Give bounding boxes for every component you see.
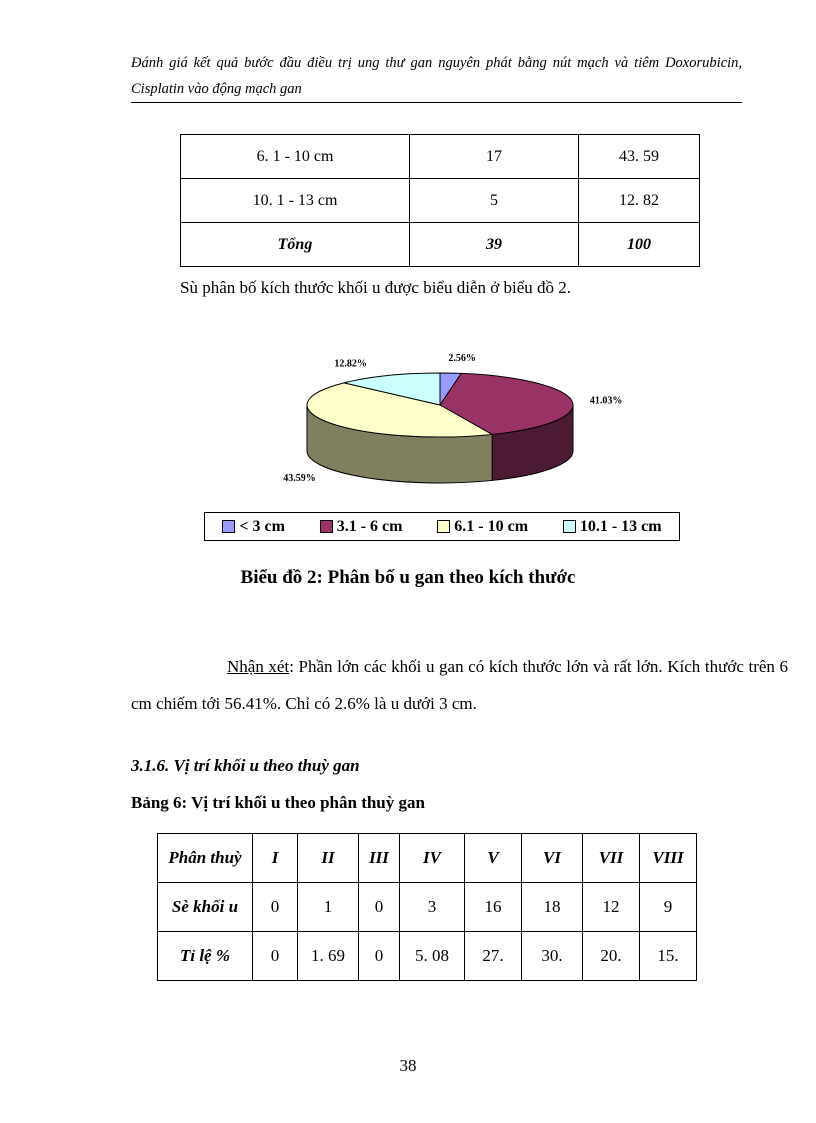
legend-item bbox=[437, 518, 528, 536]
pie-chart bbox=[200, 340, 680, 490]
table-cell: 39 bbox=[410, 223, 579, 267]
page-number: 38 bbox=[399, 1056, 417, 1075]
pie-data-label: 2.56% bbox=[448, 353, 476, 365]
table-cell: 10. 1 - 13 cm bbox=[181, 179, 410, 223]
table-cell: 30. bbox=[522, 932, 583, 981]
table-cell: 1 bbox=[298, 883, 359, 932]
table-cell: 5. 08 bbox=[400, 932, 465, 981]
table-header-cell: VIII bbox=[640, 834, 697, 883]
table-header-cell: VII bbox=[583, 834, 640, 883]
table-cell: 15. bbox=[640, 932, 697, 981]
table-row bbox=[181, 135, 700, 179]
table-total-row bbox=[181, 223, 700, 267]
legend-item bbox=[222, 518, 285, 536]
table-cell: 18 bbox=[522, 883, 583, 932]
table-cell: 20. bbox=[583, 932, 640, 981]
table-header-cell: II bbox=[298, 834, 359, 883]
header-divider bbox=[131, 102, 742, 103]
legend-swatch bbox=[222, 520, 235, 533]
table-header-cell: I bbox=[253, 834, 298, 883]
chart-legend bbox=[204, 512, 680, 541]
table-cell: 12. 82 bbox=[579, 179, 700, 223]
row-header-cell: Tỉ lệ % bbox=[158, 932, 253, 981]
pie-chart-svg bbox=[200, 340, 680, 490]
table-cell: 1. 69 bbox=[298, 932, 359, 981]
table-cell: 17 bbox=[410, 135, 579, 179]
table-row bbox=[158, 932, 697, 981]
table-title: Bảng 6: Vị trí khối u theo phân thuỳ gan bbox=[131, 793, 425, 812]
pie-data-label: 43.59% bbox=[283, 473, 316, 485]
legend-label: 6.1 - 10 cm bbox=[454, 517, 529, 535]
running-header: Đánh giá kết quả bước đầu điều trị ung thư gan nguyên phát bằng nút mạch và tiêm Doxorubicin, Cisplatin vào động mạch gan bbox=[131, 55, 742, 97]
table-header-cell: III bbox=[359, 834, 400, 883]
table-header-row bbox=[158, 834, 697, 883]
legend-swatch bbox=[563, 520, 576, 533]
lobe-position-table bbox=[157, 833, 697, 981]
table-cell: 6. 1 - 10 cm bbox=[181, 135, 410, 179]
table-cell: 0 bbox=[253, 932, 298, 981]
table-cell: 5 bbox=[410, 179, 579, 223]
table-cell: 0 bbox=[359, 883, 400, 932]
legend-item bbox=[320, 518, 403, 536]
comment-paragraph bbox=[131, 648, 788, 722]
chart-reference-text: Sù phân bố kích thước khối u được biểu diễn ở biểu đồ 2. bbox=[180, 278, 572, 297]
comment-text: : Phần lớn các khối u gan có kích thước lớn và rất lớn. Kích thước trên 6 cm chiếm tới 56.41%. Chỉ có 2.6% là u dưới 3 cm. bbox=[131, 657, 788, 713]
section-heading: 3.1.6. Vị trí khối u theo thuỳ gan bbox=[131, 756, 360, 775]
legend-swatch bbox=[437, 520, 450, 533]
table-header-cell: IV bbox=[400, 834, 465, 883]
pie-tops bbox=[307, 373, 573, 437]
pie-data-label: 41.03% bbox=[589, 395, 623, 407]
table-cell: 0 bbox=[253, 883, 298, 932]
row-header-cell: Sè khối u bbox=[158, 883, 253, 932]
table-header-cell: V bbox=[465, 834, 522, 883]
table-cell: 0 bbox=[359, 932, 400, 981]
legend-label: 10.1 - 13 cm bbox=[579, 517, 662, 535]
pie-data-label: 12.82% bbox=[334, 358, 367, 370]
table-cell: 12 bbox=[583, 883, 640, 932]
legend-label: < 3 cm bbox=[239, 517, 285, 535]
legend-item bbox=[563, 518, 662, 536]
table-row bbox=[158, 883, 697, 932]
table-cell: 3 bbox=[400, 883, 465, 932]
table-cell: 27. bbox=[465, 932, 522, 981]
table-cell: 16 bbox=[465, 883, 522, 932]
table-header-cell: VI bbox=[522, 834, 583, 883]
legend-label: 3.1 - 6 cm bbox=[336, 517, 403, 535]
table-cell: Tổng bbox=[181, 223, 410, 267]
table-row bbox=[181, 179, 700, 223]
legend-swatch bbox=[320, 520, 333, 533]
chart-title: Biểu đồ 2: Phân bố u gan theo kích thước bbox=[240, 567, 576, 588]
table-cell: 100 bbox=[579, 223, 700, 267]
table-cell: 9 bbox=[640, 883, 697, 932]
size-distribution-table bbox=[180, 134, 700, 267]
table-cell: 43. 59 bbox=[579, 135, 700, 179]
table-header-cell: Phân thuỳ bbox=[158, 834, 253, 883]
comment-label: Nhận xét bbox=[227, 657, 290, 676]
